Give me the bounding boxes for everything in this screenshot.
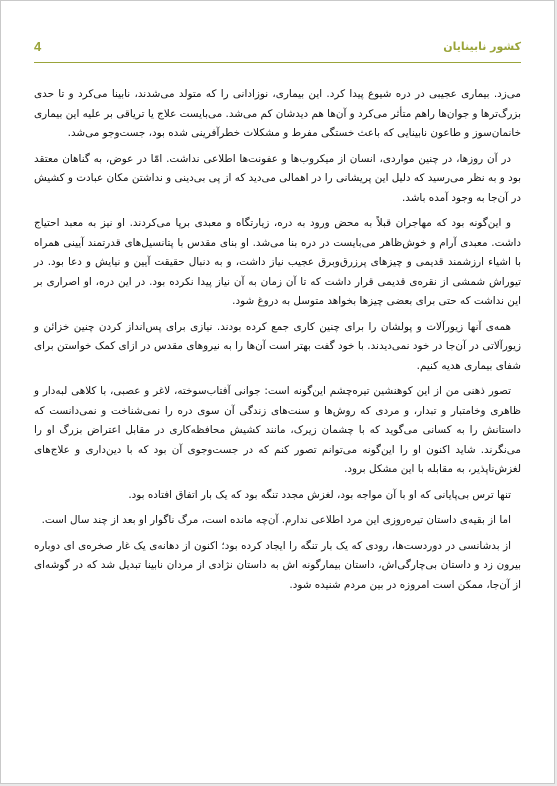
page-header [34,39,521,55]
paragraph: در آن روزها، در چنین مواردی، انسان از میکروب‌ها و عفونت‌ها اطلاعی نداشت. امّا در عوض، به گناهان معتقد بود و به نظر می‌رسید که دلیل این پریشانی را در اهمالی می‌دید که از پی بی‌دینی و نداشتن مکان عبادت و کشیش در آن‌جا به وجود آمده باشد. [34,152,521,204]
paragraph: و این‌گونه بود که مهاجران قبلاً به محض ورود به دره، زیارتگاه و معبدی برپا می‌کردند. او نیز به معبد احتیاج داشت. معبدی آرام و خوش‌ظاهر می‌بایست در دره بنا می‌شد. او بنای مقدس با پتانسیل‌های قدرتمند آیینی همراه با اشیاء ارزشمند قدیمی و چیزهای پرزرق‌وبرق عجیب نیاز داشت، و به دنبال حقیقت آیین و نیایش و دعا بود. در تیوراش شمشی از نقره‌ی قدیمی قرار داشت که تا آن زمان به آن نیاز پیدا نکرده بود. در این دره، او اصراری بر این نداشت که حتی برای بعضی چیزها بخواهد متوسل به دروغ شود. [34,217,521,307]
page-number: 4 [34,39,42,54]
running-title: کشور نابینایان [443,40,521,53]
paragraph: می‌زد. بیماری عجیبی در دره شیوع پیدا کرد. این بیماری، نوزادانی را که متولد می‌شدند، نابینا می‌کرد و تا حدی بزرگ‌ترها و جوان‌ها راهم متأثر می‌کرد و آن‌ها هم دیدشان کم می‌شد. می‌بایست علاج یا تریاقی بر علیه این بیماری خانمان‌سوز و طاعون نابینایی که باعث خستگی مفرط و مشکلات خطرآفرینی شده بود، جست‌وجو می‌شد. [33,88,521,139]
paragraph: همه‌ی آنها زیورآلات و پولشان را برای چنین کاری جمع کرده بودند. نیازی برای پس‌انداز کردن چنین خزائن و زیورآلاتی در آن‌جا در خود نمی‌دیدند. با خود گفت بهتر است آن‌ها را به نیروهای مقدس در ازای کمک خواستن برای شفای بیماری هدیه کنیم. [34,320,521,372]
paragraph: اما از بقیه‌ی داستان تیره‌روزی این مرد اطلاعی ندارم. آن‌چه مانده است، مرگ ناگوار او بعد از چند سال است. [41,514,511,526]
paragraph: تنها ترس بی‌پایانی که او با آن مواجه بود، لغزش مجدد تنگه بود که یک بار اتفاق افتاده بود. [128,488,511,501]
paragraph: از بدشانسی در دوردست‌ها، رودی که یک بار تنگه را ایجاد کرده بود؛ اکنون از دهانه‌ی یک غار صخره‌ی ای دوباره بیرون زد و داستان بی‌چارگی‌اش، داستان بیمارگونه اش به داستان نژادی از مردان نابینا تبدیل شد که در گوشه‌ای از آن‌جا، ممکن است امروزه در بین مردم شنیده شود. [34,539,521,591]
body-text [34,85,521,601]
header-divider [34,62,521,63]
paragraph: تصور ذهنی من از این کوهنشین تیره‌چشم این‌گونه است: جوانی آفتاب‌سوخته، لاغر و عصبی، با کلاهی لبه‌دار و ظاهری وخامتبار و تبدار، و مردی که روش‌ها و سنت‌های زندگی آن سوی دره را نمی‌شناخت و نمی‌دانست که داستانش را به کسانی می‌گوید که با چشمان زیرک، مانند کشیش محافظه‌کاری در مقابل اعتراض بزرگ او را می‌نگرند. شاید اکنون او را این‌گونه می‌توانم تصور کنم که در جست‌وجوی آن بود که با دین‌داری و علاج‌های لغزش‌ناپذیر، به مقابله با این مشکل برود. [34,385,521,475]
